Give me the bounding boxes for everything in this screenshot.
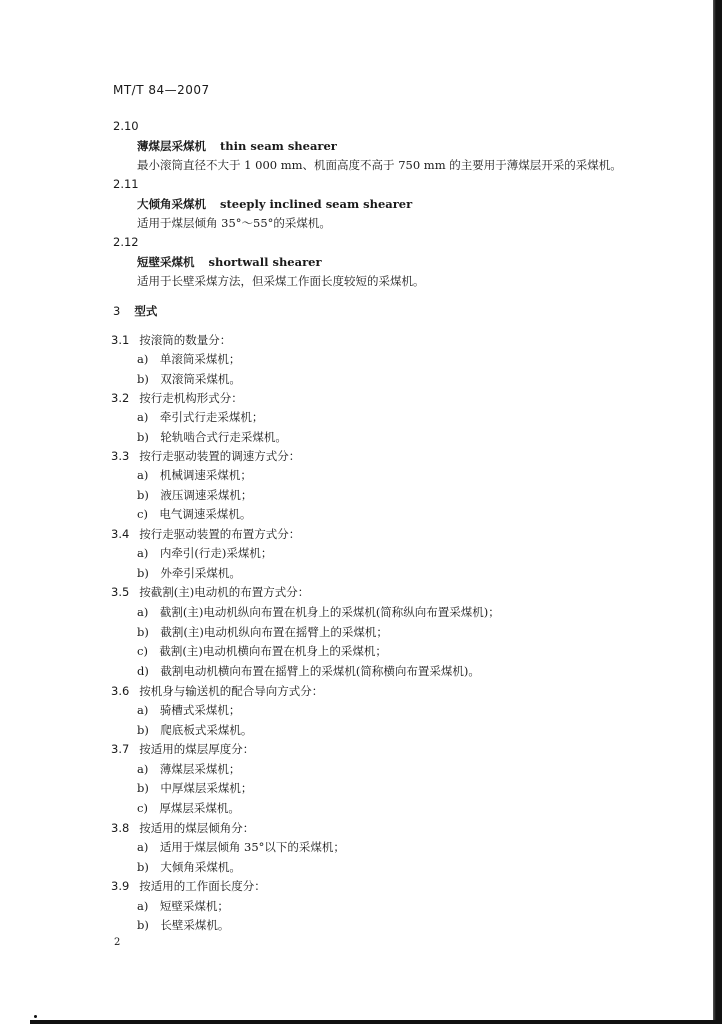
clause-number: 3.6	[111, 684, 130, 698]
clause-number: 3.1	[111, 333, 130, 347]
page-number: 2	[114, 937, 121, 948]
list-item: b) 截割(主)电动机纵向布置在摇臂上的采煤机；	[137, 625, 388, 639]
clause-text: 按滚筒的数量分：	[139, 333, 232, 347]
list-item: a) 单滚筒采煤机；	[137, 352, 241, 366]
list-item: b) 外牵引采煤机。	[137, 566, 241, 580]
list-item: a) 薄煤层采煤机；	[137, 762, 241, 776]
clause-number: 2.10	[113, 119, 139, 133]
list-item: c) 截割(主)电动机横向布置在机身上的采煤机；	[137, 644, 387, 658]
clause-number: 3.5	[111, 585, 130, 599]
term-heading	[137, 254, 322, 270]
page-header-standard-code: MT/T 84—2007	[113, 83, 210, 97]
scan-border-right	[713, 0, 722, 1024]
list-item: d) 截割电动机横向布置在摇臂上的采煤机(简称横向布置采煤机)。	[137, 664, 480, 678]
clause	[111, 584, 309, 600]
clause-number: 3.4	[111, 527, 130, 541]
list-item: b) 轮轨啮合式行走采煤机。	[137, 430, 287, 444]
list-item: a) 适用于煤层倾角 35°以下的采煤机；	[137, 840, 345, 854]
section-number: 3	[113, 304, 121, 318]
list-item: a) 短壁采煤机；	[137, 899, 229, 913]
clause-number: 3.9	[111, 879, 130, 893]
term-chinese: 大倾角采煤机	[137, 197, 206, 211]
clause-text: 按行走机构形式分：	[139, 391, 243, 405]
list-item: c) 厚煤层采煤机。	[137, 801, 240, 815]
list-item: b) 长壁采煤机。	[137, 918, 230, 932]
clause-number: 3.2	[111, 391, 130, 405]
clause	[111, 741, 254, 757]
clause	[111, 878, 266, 894]
clause-text: 按适用的工作面长度分：	[139, 879, 266, 893]
list-item: b) 液压调速采煤机；	[137, 488, 253, 502]
list-item: a) 截割(主)电动机纵向布置在机身上的采煤机(简称纵向布置采煤机)；	[137, 605, 500, 619]
list-item: b) 大倾角采煤机。	[137, 860, 241, 874]
list-item: b) 中厚煤层采煤机；	[137, 781, 253, 795]
clause-number: 2.12	[113, 235, 139, 249]
clause	[111, 448, 300, 464]
list-item: a) 内牵引(行走)采煤机；	[137, 546, 273, 560]
scan-speck	[34, 1015, 37, 1018]
clause	[111, 820, 254, 836]
clause-text: 按行走驱动装置的布置方式分：	[139, 527, 301, 541]
section-title: 型式	[134, 304, 158, 318]
list-item: b) 爬底板式采煤机。	[137, 723, 253, 737]
clause-number: 3.8	[111, 821, 130, 835]
term-heading	[137, 196, 412, 212]
clause-text: 按适用的煤层厚度分：	[139, 742, 255, 756]
list-item: b) 双滚筒采煤机。	[137, 372, 241, 386]
term-chinese: 薄煤层采煤机	[137, 139, 206, 153]
term-english: steeply inclined seam shearer	[220, 197, 413, 211]
clause-text: 按适用的煤层倾角分：	[139, 821, 255, 835]
definition-text: 适用于煤层倾角 35°～55°的采煤机。	[137, 216, 331, 230]
list-item: a) 骑槽式采煤机；	[137, 703, 241, 717]
clause-number: 2.11	[113, 177, 139, 191]
clause-text: 按行走驱动装置的调速方式分：	[139, 449, 301, 463]
list-item: c) 电气调速采煤机。	[137, 507, 252, 521]
term-english: shortwall shearer	[208, 255, 322, 269]
clause-number: 3.7	[111, 742, 130, 756]
clause	[111, 332, 231, 348]
term-chinese: 短壁采煤机	[137, 255, 195, 269]
clause	[111, 526, 300, 542]
clause	[111, 390, 243, 406]
clause	[111, 683, 323, 699]
scan-border-bottom	[30, 1020, 722, 1024]
list-item: a) 牵引式行走采煤机；	[137, 410, 264, 424]
term-heading	[137, 138, 337, 154]
clause-number: 3.3	[111, 449, 130, 463]
section-heading	[113, 303, 157, 319]
clause-text: 按截割(主)电动机的布置方式分：	[139, 585, 310, 599]
definition-text: 适用于长壁采煤方法，但采煤工作面长度较短的采煤机。	[137, 274, 425, 288]
clause-text: 按机身与输送机的配合导向方式分：	[139, 684, 324, 698]
term-english: thin seam shearer	[220, 139, 337, 153]
list-item: a) 机械调速采煤机；	[137, 468, 252, 482]
definition-text: 最小滚筒直径不大于 1 000 mm、机面高度不高于 750 mm 的主要用于薄煤层开采的采煤机。	[137, 158, 622, 172]
